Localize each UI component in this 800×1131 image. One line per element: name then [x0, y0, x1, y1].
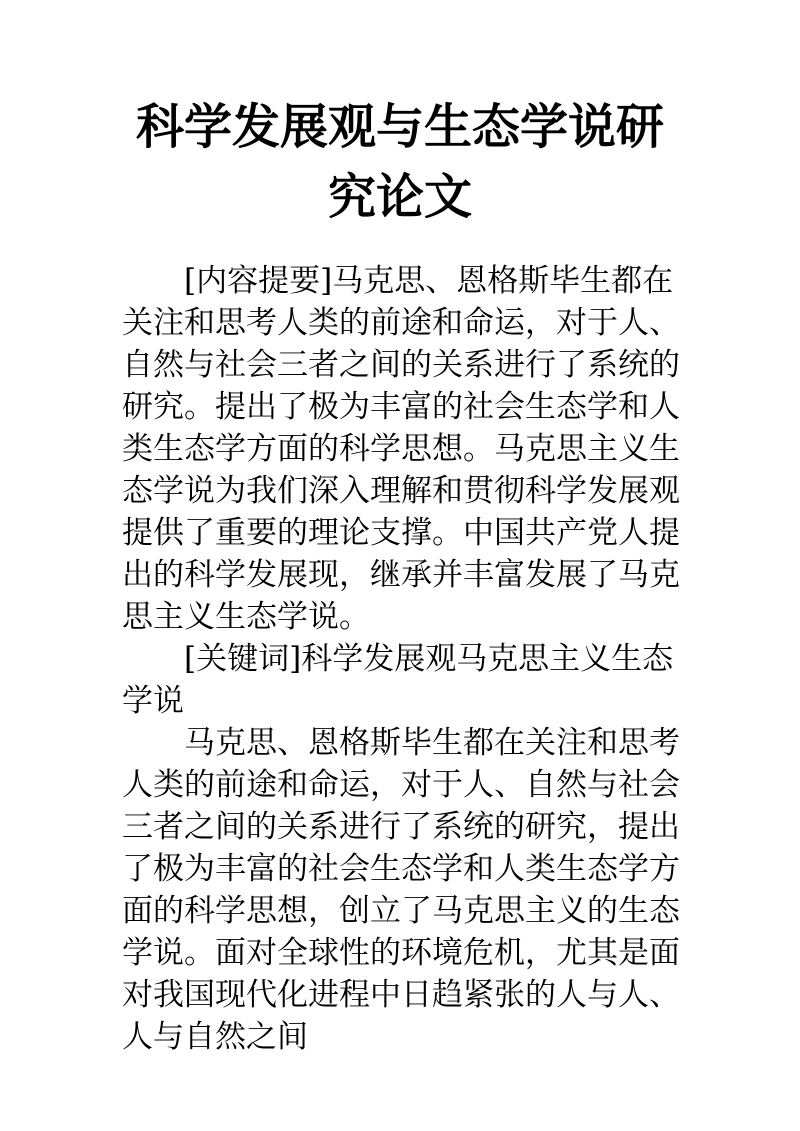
keywords-paragraph: [关键词]科学发展观马克思主义生态学说: [122, 641, 674, 719]
body-paragraph: 马克思、恩格斯毕生都在关注和思考人类的前途和命运，对于人、自然与社会三者之间的关系进行了系统的研究，提出了极为丰富的社会生态学和人类生态学方面的科学思想，创立了马克思主义的生态学说。面对全球性的环境危机，尤其是面对我国现代化进程中日趋紧张的人与人、人与自然之间: [122, 725, 680, 1055]
abstract-paragraph: [内容提要]马克思、恩格斯毕生都在关注和思考人类的前途和命运，对于人、自然与社会三者之间的关系进行了系统的研究。提出了极为丰富的社会生态学和人类生态学方面的科学思想。马克思主义生态学说为我们深入理解和贯彻科学发展观提供了重要的理论支撑。中国共产党人提出的科学发展现，继承并丰富发展了马克思主义生态学说。: [122, 263, 680, 635]
document-title: 科学发展观与生态学说研究论文: [135, 99, 664, 225]
document-body: [122, 260, 686, 1058]
